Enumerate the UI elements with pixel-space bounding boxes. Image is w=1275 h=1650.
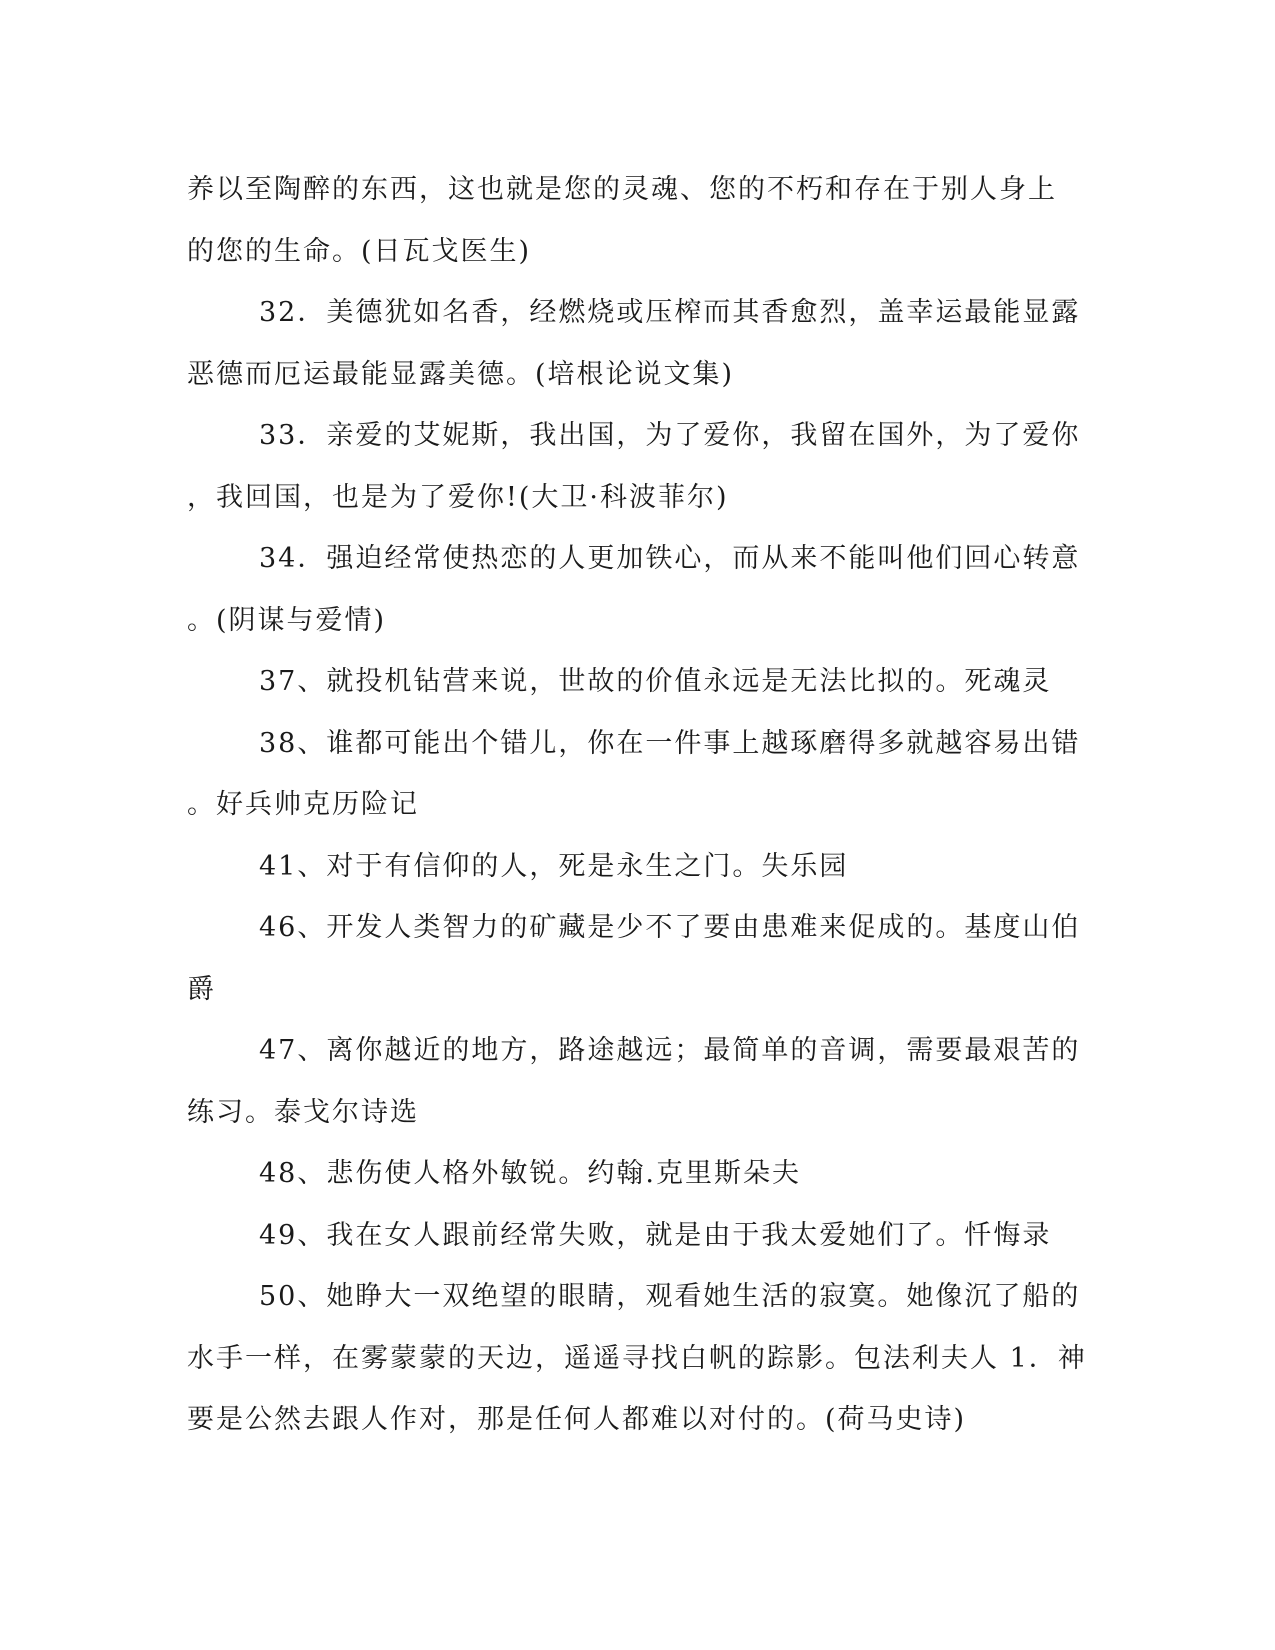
text-line-2: 的您的生命。(日瓦戈医生) — [187, 235, 532, 267]
text-line-15: 47、离你越近的地方，路途越远；最简单的音调，需要最艰苦的 — [259, 1035, 1081, 1066]
text-line-5: 33．亲爱的艾妮斯，我出国，为了爱你，我留在国外，为了爱你 — [259, 420, 1081, 451]
text-line-6: ，我回国，也是为了爱你!(大卫·科波菲尔) — [187, 481, 729, 513]
text-line-10: 38、谁都可能出个错儿，你在一件事上越琢磨得多就越容易出错 — [259, 727, 1081, 759]
text-line-21: 要是公然去跟人作对，那是任何人都难以对付的。(荷马史诗) — [187, 1404, 967, 1435]
text-line-20: 水手一样，在雾蒙蒙的天边，遥遥寻找白帆的踪影。包法利夫人 1．神 — [187, 1342, 1087, 1374]
text-line-16: 练习。泰戈尔诗选 — [187, 1096, 419, 1128]
text-line-13: 46、开发人类智力的矿藏是少不了要由患难来促成的。基度山伯 — [259, 912, 1081, 943]
text-line-4: 恶德而厄运最能显露美德。(培根论说文集) — [187, 358, 735, 390]
text-line-19: 50、她睁大一双绝望的眼睛，观看她生活的寂寞。她像沉了船的 — [259, 1281, 1081, 1312]
text-line-9: 37、就投机钻营来说，世故的价值永远是无法比拟的。死魂灵 — [259, 666, 1052, 697]
text-line-14: 爵 — [187, 973, 216, 1005]
text-line-12: 41、对于有信仰的人，死是永生之门。失乐园 — [259, 850, 849, 882]
text-line-1: 养以至陶醉的东西，这也就是您的灵魂、您的不朽和存在于别人身上 — [187, 174, 1057, 205]
document-body — [187, 159, 1087, 1451]
text-line-18: 49、我在女人跟前经常失败，就是由于我太爱她们了。忏悔录 — [259, 1219, 1052, 1251]
text-line-3: 32．美德犹如名香，经燃烧或压榨而其香愈烈，盖幸运最能显露 — [259, 297, 1081, 328]
text-line-7: 34．强迫经常使热恋的人更加铁心，而从来不能叫他们回心转意 — [259, 543, 1081, 574]
text-line-11: 。好兵帅克历险记 — [187, 789, 419, 820]
text-line-17: 48、悲伤使人格外敏锐。约翰.克里斯朵夫 — [259, 1158, 801, 1189]
text-line-8: 。(阴谋与爱情) — [187, 604, 387, 636]
